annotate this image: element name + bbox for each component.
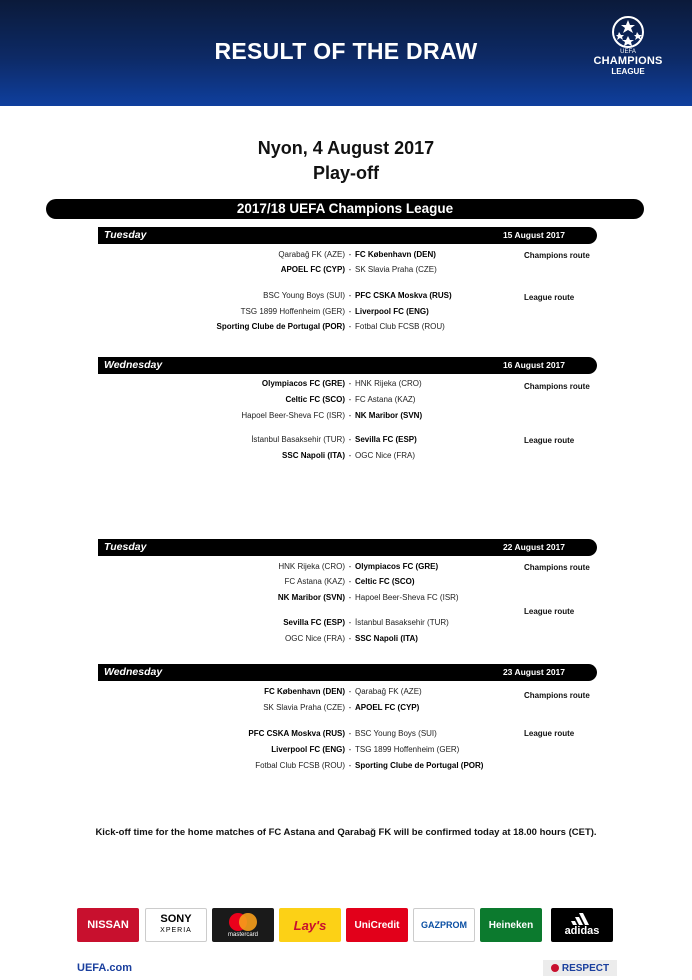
away-team: FC København (DEN) — [355, 250, 436, 259]
fixture-separator: - — [348, 411, 352, 420]
fixture-separator: - — [348, 761, 352, 770]
adidas-stripes-icon — [571, 913, 593, 925]
fixture-separator: - — [348, 729, 352, 738]
home-team: APOEL FC (CYP) — [280, 265, 345, 274]
away-team: Celtic FC (SCO) — [355, 577, 415, 586]
fixture-separator: - — [348, 577, 352, 586]
home-team: Hapoel Beer-Sheva FC (ISR) — [241, 411, 345, 420]
fixture-row — [0, 576, 692, 588]
adidas-logo — [551, 908, 613, 942]
day-date: 16 August 2017 — [502, 360, 565, 370]
route-label: Champions route — [524, 382, 590, 391]
fixture-row — [0, 450, 692, 462]
away-team: NK Maribor (SVN) — [355, 411, 423, 420]
fixture-row — [0, 321, 692, 333]
away-team: OGC Nice (FRA) — [355, 451, 415, 460]
away-team: Qarabağ FK (AZE) — [355, 687, 422, 696]
kickoff-note: Kick-off time for the home matches of FC Astana and Qarabağ FK will be confirmed today at 18.00 hours (CET). — [95, 827, 597, 838]
home-team: Liverpool FC (ENG) — [271, 745, 345, 754]
respect-badge — [543, 960, 617, 976]
fixture-row — [0, 290, 692, 302]
fixture-separator: - — [348, 435, 352, 444]
fixture-separator: - — [348, 379, 352, 388]
fixture-row — [0, 760, 692, 772]
home-team: NK Maribor (SVN) — [277, 593, 345, 602]
fixture-separator: - — [348, 634, 352, 643]
away-team: PFC CSKA Moskva (RUS) — [355, 291, 452, 300]
page-heading: RESULT OF THE DRAW — [214, 38, 478, 64]
home-team: TSG 1899 Hoffenheim (GER) — [240, 307, 345, 316]
day-name: Tuesday — [104, 541, 147, 553]
fixture-row — [0, 394, 692, 406]
fixture-separator: - — [348, 322, 352, 331]
fixture-separator: - — [348, 703, 352, 712]
nissan-logo: NISSAN — [77, 908, 139, 942]
away-team: SSC Napoli (ITA) — [355, 634, 418, 643]
route-label: Champions route — [524, 691, 590, 700]
uefa-com-link[interactable]: UEFA.com — [77, 962, 133, 974]
away-team: HNK Rijeka (CRO) — [355, 379, 422, 388]
fixture-row — [0, 306, 692, 318]
home-team: Sporting Clube de Portugal (POR) — [216, 322, 345, 331]
sony-logo — [145, 908, 207, 942]
away-team: İstanbul Basaksehir (TUR) — [355, 618, 449, 627]
stage-title: Play-off — [312, 163, 379, 183]
away-team: Hapoel Beer-Sheva FC (ISR) — [355, 593, 459, 602]
unicredit-logo: UniCredit — [346, 908, 408, 942]
day-bar — [98, 227, 597, 244]
day-name: Tuesday — [104, 229, 147, 241]
route-label: League route — [524, 607, 575, 616]
mastercard-wordmark: mastercard — [227, 932, 258, 938]
home-team: SSC Napoli (ITA) — [282, 451, 345, 460]
route-label: League route — [524, 436, 575, 445]
day-date: 22 August 2017 — [502, 542, 565, 552]
gazprom-logo: GAZPROM — [413, 908, 475, 942]
fixture-separator: - — [348, 451, 352, 460]
away-team: TSG 1899 Hoffenheim (GER) — [355, 745, 460, 754]
day-bar — [98, 357, 597, 374]
respect-text: RESPECT — [561, 962, 610, 974]
home-team: Olympiacos FC (GRE) — [261, 379, 345, 388]
day-date: 23 August 2017 — [502, 667, 565, 677]
xperia-wordmark: XPERIA — [160, 927, 192, 934]
fixture-row — [0, 633, 692, 645]
route-label: Champions route — [524, 563, 590, 572]
fixture-row — [0, 728, 692, 740]
fixture-separator: - — [348, 745, 352, 754]
home-team: Qarabağ FK (AZE) — [278, 250, 345, 259]
fixture-separator: - — [348, 687, 352, 696]
heineken-logo: Heineken — [480, 908, 542, 942]
home-team: Fotbal Club FCSB (ROU) — [255, 761, 345, 770]
sony-wordmark: SONY — [160, 913, 192, 925]
mastercard-logo — [212, 908, 274, 942]
fixture-row — [0, 617, 692, 629]
fixture-row — [0, 744, 692, 756]
fixture-separator: - — [348, 307, 352, 316]
fixture-separator: - — [348, 250, 352, 259]
home-team: BSC Young Boys (SUI) — [263, 291, 345, 300]
lays-logo: Lay's — [279, 908, 341, 942]
logo-champions-text: CHAMPIONS — [593, 55, 663, 67]
day-name: Wednesday — [104, 666, 163, 678]
competition-bar: 2017/18 UEFA Champions League — [46, 199, 644, 219]
home-team: OGC Nice (FRA) — [285, 634, 345, 643]
logo-league-text: LEAGUE — [611, 67, 645, 76]
home-team: FC København (DEN) — [264, 687, 345, 696]
fixture-separator: - — [348, 618, 352, 627]
fixture-row — [0, 264, 692, 276]
day-bar — [98, 539, 597, 556]
day-name: Wednesday — [104, 359, 163, 371]
respect-icon — [551, 964, 559, 972]
logo-uefa-text: UEFA — [620, 49, 636, 55]
champions-league-logo — [588, 14, 668, 76]
fixture-separator: - — [348, 265, 352, 274]
home-team: Celtic FC (SCO) — [285, 395, 345, 404]
away-team: Fotbal Club FCSB (ROU) — [355, 322, 445, 331]
day-bar — [98, 664, 597, 681]
home-team: FC Astana (KAZ) — [284, 577, 345, 586]
away-team: Olympiacos FC (GRE) — [355, 562, 439, 571]
fixture-separator: - — [348, 291, 352, 300]
home-team: SK Slavia Praha (CZE) — [263, 703, 345, 712]
header-banner — [0, 0, 692, 106]
fixture-row — [0, 434, 692, 446]
home-team: İstanbul Basaksehir (TUR) — [251, 435, 345, 444]
away-team: FC Astana (KAZ) — [355, 395, 416, 404]
fixture-row — [0, 592, 692, 604]
away-team: Liverpool FC (ENG) — [355, 307, 429, 316]
home-team: PFC CSKA Moskva (RUS) — [248, 729, 345, 738]
route-label: Champions route — [524, 251, 590, 260]
route-label: League route — [524, 293, 575, 302]
route-label: League route — [524, 729, 575, 738]
away-team: SK Slavia Praha (CZE) — [355, 265, 437, 274]
home-team: Sevilla FC (ESP) — [283, 618, 345, 627]
fixture-separator: - — [348, 562, 352, 571]
fixture-separator: - — [348, 395, 352, 404]
fixture-row — [0, 702, 692, 714]
starball-icon — [610, 14, 646, 50]
away-team: Sporting Clube de Portugal (POR) — [355, 761, 484, 770]
mastercard-circles-icon — [226, 912, 260, 932]
away-team: BSC Young Boys (SUI) — [355, 729, 437, 738]
away-team: Sevilla FC (ESP) — [355, 435, 417, 444]
home-team: HNK Rijeka (CRO) — [278, 562, 345, 571]
day-date: 15 August 2017 — [502, 230, 565, 240]
adidas-wordmark: adidas — [564, 925, 600, 937]
away-team: APOEL FC (CYP) — [355, 703, 420, 712]
place-date: Nyon, 4 August 2017 — [257, 138, 435, 158]
fixture-row — [0, 410, 692, 422]
fixture-separator: - — [348, 593, 352, 602]
